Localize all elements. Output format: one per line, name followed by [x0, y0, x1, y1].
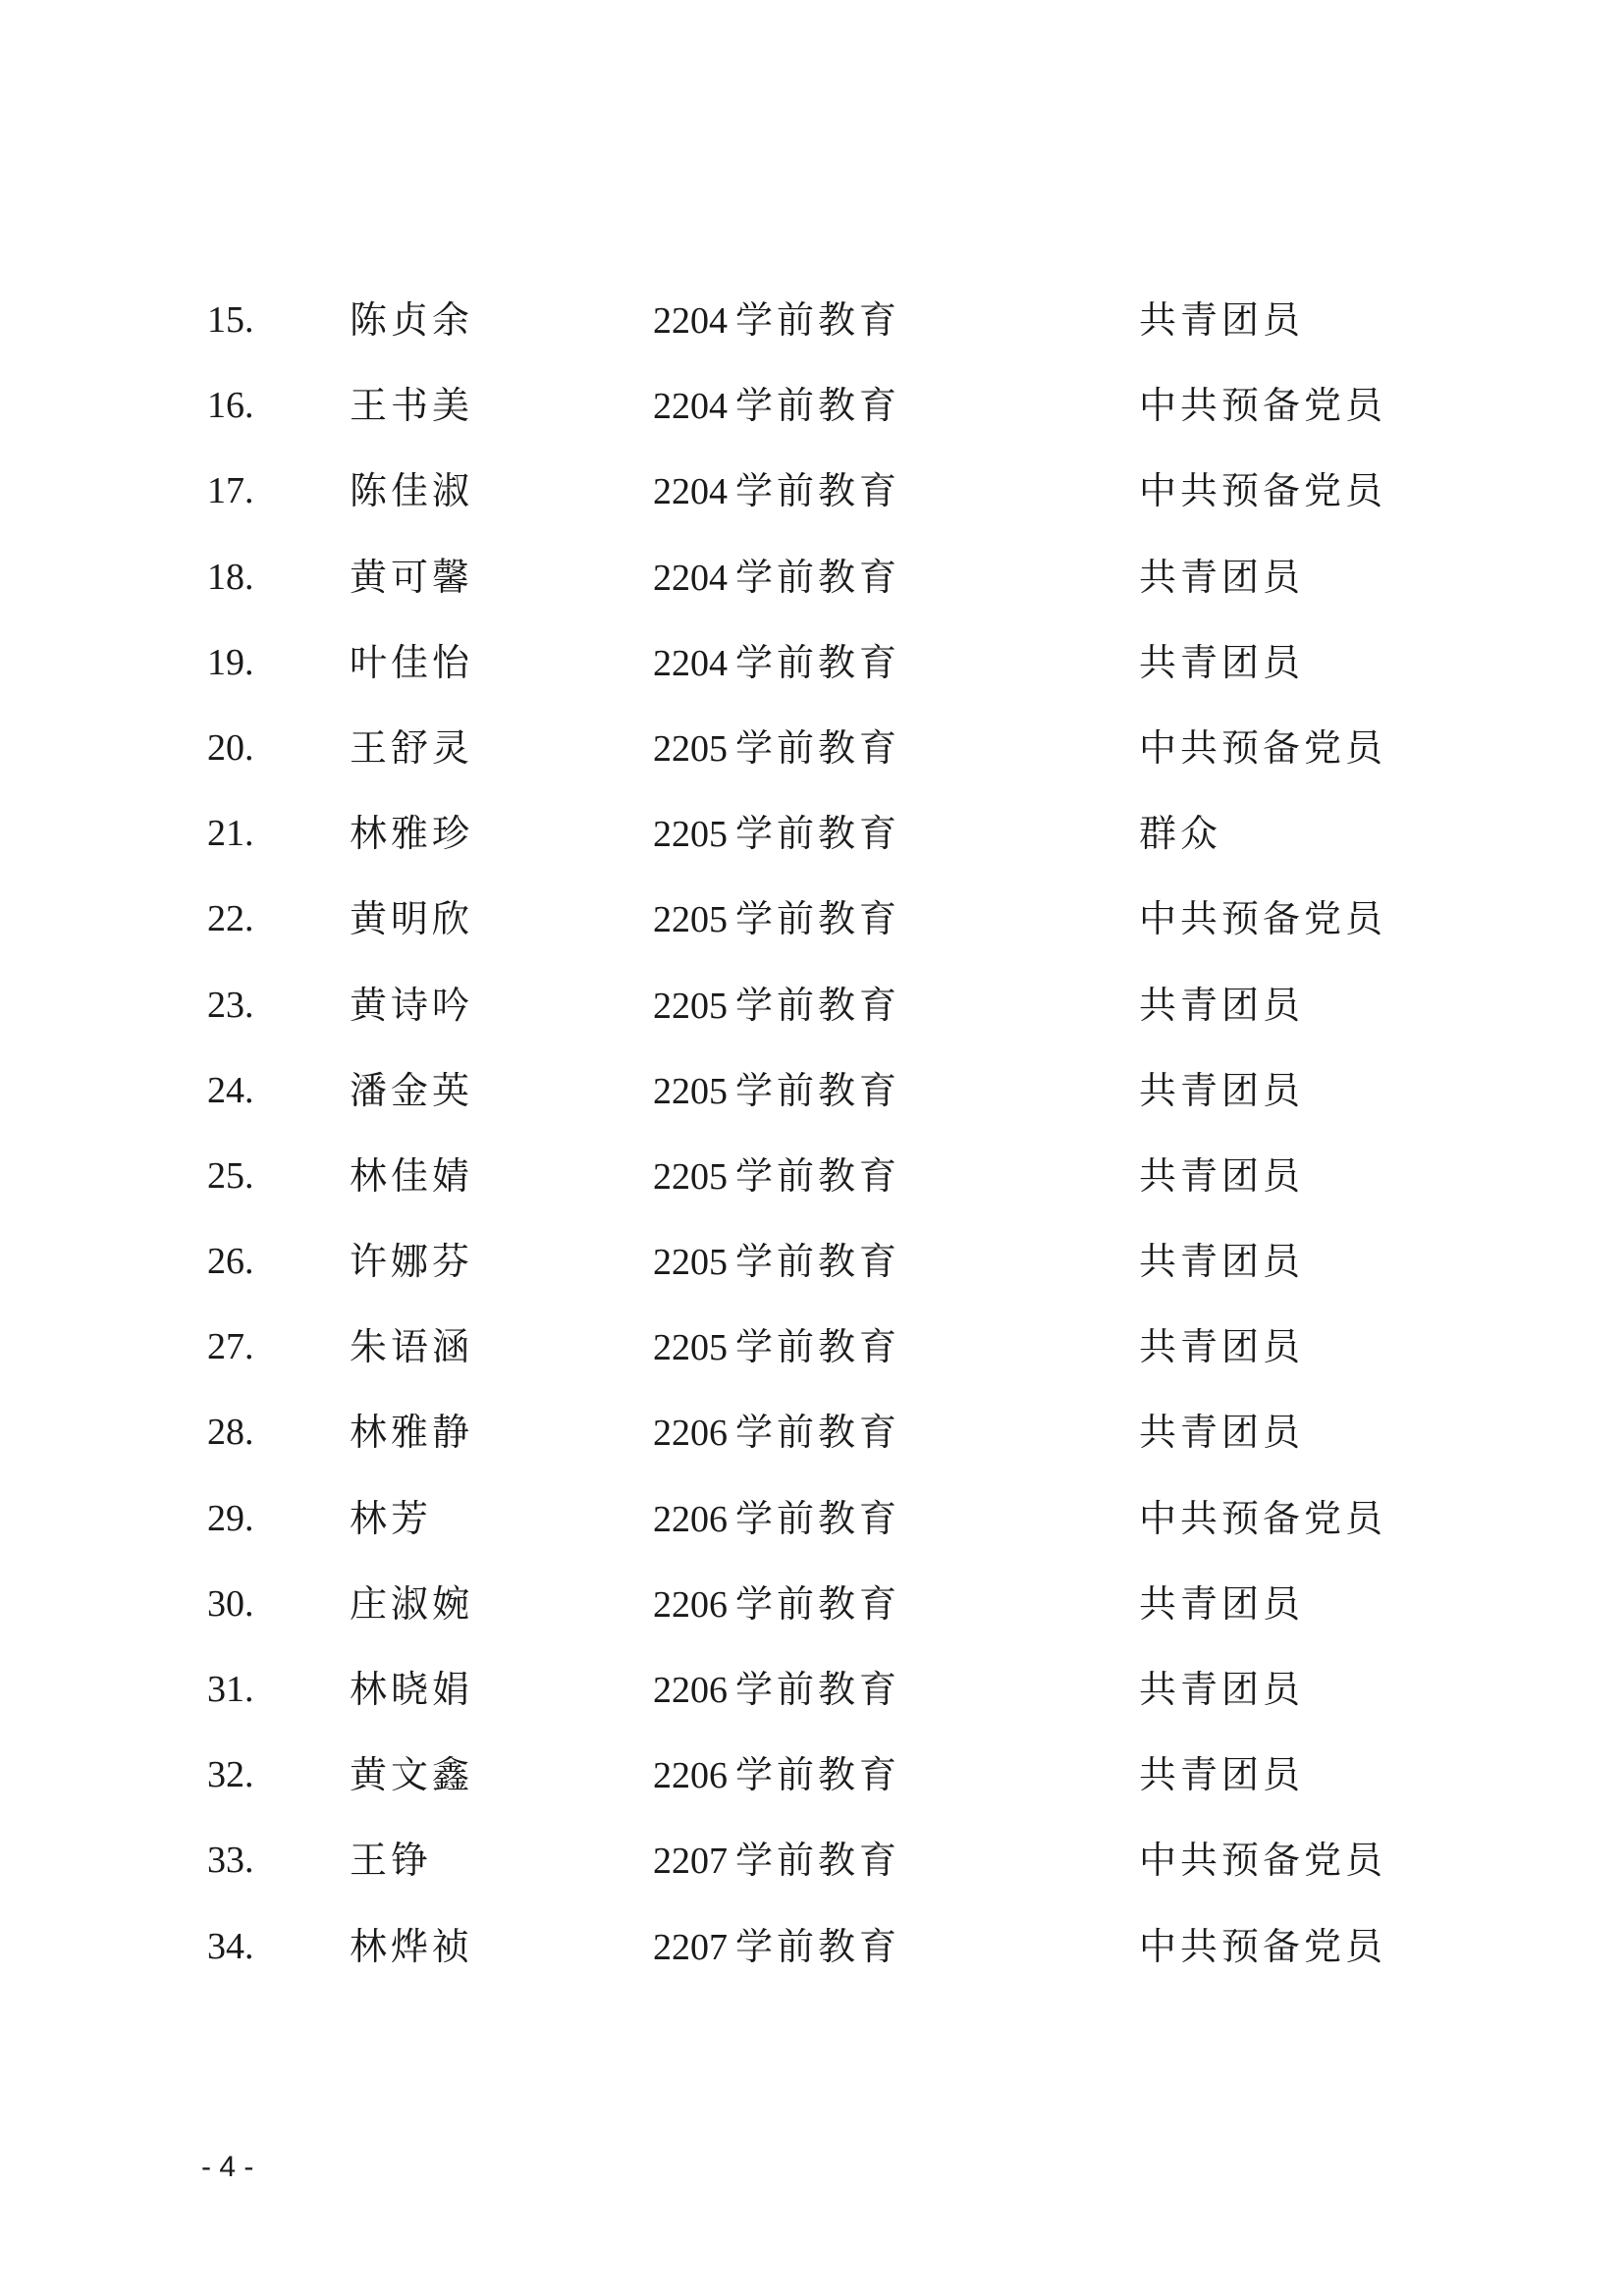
table-row	[0, 1825, 1624, 1910]
major-name: 学前教育	[735, 469, 901, 513]
row-number: 31.	[207, 1669, 254, 1710]
table-row	[0, 1226, 1624, 1311]
row-number: 29.	[207, 1497, 254, 1539]
table-row	[0, 713, 1624, 798]
class-code: 2207	[653, 1926, 728, 1968]
major-name: 学前教育	[735, 1839, 901, 1883]
major-name: 学前教育	[735, 1668, 901, 1711]
class-code: 2205	[653, 985, 728, 1027]
major-name: 学前教育	[735, 812, 901, 856]
political-status: 群众	[1139, 812, 1222, 856]
table-row	[0, 370, 1624, 455]
political-status: 中共预备党员	[1139, 1924, 1387, 1968]
student-name: 林雅珍	[350, 812, 474, 856]
political-status: 共青团员	[1139, 1240, 1305, 1284]
row-number: 28.	[207, 1412, 254, 1454]
table-row	[0, 542, 1624, 627]
class-major	[653, 1654, 900, 1726]
class-code: 2205	[653, 899, 728, 941]
class-code: 2206	[653, 1755, 728, 1797]
class-major	[653, 713, 900, 784]
row-number: 18.	[207, 556, 254, 598]
major-name: 学前教育	[735, 1240, 901, 1284]
class-major	[653, 798, 900, 870]
student-name: 王书美	[350, 384, 474, 428]
row-number: 26.	[207, 1241, 254, 1283]
major-name: 学前教育	[735, 897, 901, 941]
class-major	[653, 1483, 900, 1555]
class-code: 2207	[653, 1841, 728, 1883]
student-name: 黄明欣	[350, 897, 474, 941]
student-name: 林烨祯	[350, 1924, 474, 1968]
table-row	[0, 455, 1624, 541]
class-code: 2204	[653, 300, 728, 342]
table-row	[0, 1141, 1624, 1226]
class-code: 2206	[653, 1498, 728, 1540]
class-code: 2204	[653, 386, 728, 428]
row-number: 20.	[207, 726, 254, 769]
political-status: 中共预备党员	[1139, 384, 1387, 428]
political-status: 共青团员	[1139, 298, 1305, 342]
major-name: 学前教育	[735, 1581, 901, 1626]
major-name: 学前教育	[735, 1753, 901, 1797]
table-row	[0, 798, 1624, 883]
student-name: 王舒灵	[350, 725, 474, 770]
class-major	[653, 970, 900, 1041]
table-row	[0, 1055, 1624, 1141]
page-number: - 4 -	[201, 2151, 254, 2183]
major-name: 学前教育	[735, 298, 901, 342]
major-name: 学前教育	[735, 555, 901, 599]
row-number: 25.	[207, 1154, 254, 1197]
table-row	[0, 1397, 1624, 1482]
class-major	[653, 542, 900, 614]
class-major	[653, 627, 900, 699]
major-name: 学前教育	[735, 983, 901, 1027]
major-name: 学前教育	[735, 1153, 901, 1198]
table-row	[0, 883, 1624, 969]
row-number: 30.	[207, 1582, 254, 1625]
class-major	[653, 1911, 900, 1983]
political-status: 共青团员	[1139, 640, 1305, 684]
row-number: 21.	[207, 813, 254, 855]
roster-table	[0, 285, 1624, 1997]
table-row	[0, 970, 1624, 1055]
student-name: 林芳	[350, 1496, 433, 1540]
student-name: 林晓娟	[350, 1668, 474, 1711]
row-number: 34.	[207, 1925, 254, 1967]
row-number: 27.	[207, 1326, 254, 1368]
political-status: 中共预备党员	[1139, 725, 1387, 770]
class-major	[653, 1569, 900, 1640]
class-major	[653, 285, 900, 356]
student-name: 黄可馨	[350, 555, 474, 599]
student-name: 朱语涵	[350, 1325, 474, 1369]
table-row	[0, 1569, 1624, 1654]
class-major	[653, 1397, 900, 1468]
major-name: 学前教育	[735, 1411, 901, 1455]
row-number: 32.	[207, 1754, 254, 1796]
class-code: 2205	[653, 814, 728, 856]
student-name: 王铮	[350, 1839, 433, 1883]
row-number: 19.	[207, 641, 254, 683]
table-row	[0, 285, 1624, 370]
political-status: 共青团员	[1139, 1581, 1305, 1626]
row-number: 15.	[207, 299, 254, 341]
major-name: 学前教育	[735, 1068, 901, 1112]
class-code: 2204	[653, 471, 728, 513]
major-name: 学前教育	[735, 725, 901, 770]
table-row	[0, 1483, 1624, 1569]
row-number: 24.	[207, 1069, 254, 1111]
table-row	[0, 1654, 1624, 1739]
political-status: 共青团员	[1139, 1668, 1305, 1711]
student-name: 林佳婧	[350, 1153, 474, 1198]
class-code: 2205	[653, 1242, 728, 1284]
political-status: 共青团员	[1139, 1753, 1305, 1797]
major-name: 学前教育	[735, 640, 901, 684]
class-major	[653, 1739, 900, 1811]
student-name: 黄文鑫	[350, 1753, 474, 1797]
political-status: 中共预备党员	[1139, 1496, 1387, 1540]
major-name: 学前教育	[735, 1496, 901, 1540]
major-name: 学前教育	[735, 1924, 901, 1968]
student-name: 陈贞余	[350, 298, 474, 342]
class-major	[653, 1825, 900, 1896]
row-number: 16.	[207, 385, 254, 427]
class-major	[653, 1141, 900, 1212]
table-row	[0, 1911, 1624, 1997]
class-code: 2205	[653, 1070, 728, 1112]
class-code: 2206	[653, 1413, 728, 1455]
class-code: 2205	[653, 1155, 728, 1198]
political-status: 中共预备党员	[1139, 897, 1387, 941]
row-number: 33.	[207, 1840, 254, 1882]
political-status: 共青团员	[1139, 555, 1305, 599]
class-major	[653, 455, 900, 527]
table-row	[0, 1311, 1624, 1397]
student-name: 许娜芬	[350, 1240, 474, 1284]
class-major	[653, 883, 900, 955]
major-name: 学前教育	[735, 384, 901, 428]
class-code: 2205	[653, 1327, 728, 1369]
class-code: 2205	[653, 727, 728, 770]
student-name: 庄淑婉	[350, 1581, 474, 1626]
political-status: 共青团员	[1139, 1068, 1305, 1112]
class-code: 2204	[653, 557, 728, 599]
table-row	[0, 1739, 1624, 1825]
row-number: 23.	[207, 984, 254, 1026]
political-status: 共青团员	[1139, 1411, 1305, 1455]
student-name: 陈佳淑	[350, 469, 474, 513]
class-major	[653, 1055, 900, 1127]
political-status: 共青团员	[1139, 983, 1305, 1027]
class-major	[653, 1226, 900, 1298]
political-status: 中共预备党员	[1139, 469, 1387, 513]
class-code: 2206	[653, 1670, 728, 1711]
row-number: 22.	[207, 898, 254, 940]
major-name: 学前教育	[735, 1325, 901, 1369]
student-name: 潘金英	[350, 1068, 474, 1112]
class-major	[653, 1311, 900, 1383]
class-code: 2206	[653, 1583, 728, 1626]
row-number: 17.	[207, 470, 254, 512]
class-code: 2204	[653, 642, 728, 684]
political-status: 中共预备党员	[1139, 1839, 1387, 1883]
political-status: 共青团员	[1139, 1325, 1305, 1369]
political-status: 共青团员	[1139, 1153, 1305, 1198]
student-name: 林雅静	[350, 1411, 474, 1455]
class-major	[653, 370, 900, 442]
student-name: 黄诗吟	[350, 983, 474, 1027]
table-row	[0, 627, 1624, 713]
student-name: 叶佳怡	[350, 640, 474, 684]
